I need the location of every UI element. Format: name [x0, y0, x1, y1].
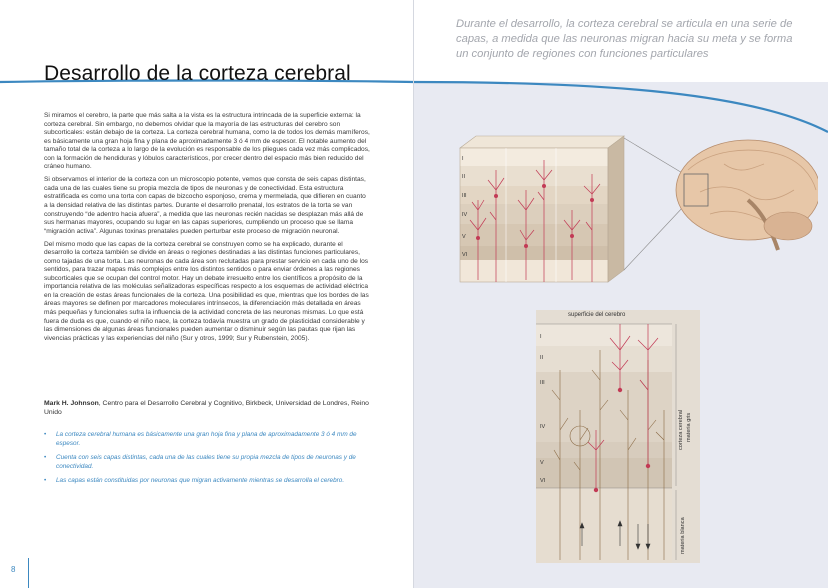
pull-quote: Durante el desarrollo, la corteza cerebral se articula en una serie de capas, a medida que las neuronas migran hacia su meta y se forma un conjunto de regiones con funciones particulares — [456, 18, 793, 60]
layer-label: VI — [540, 478, 546, 484]
author-credit — [44, 399, 370, 417]
layer-label: III — [462, 193, 467, 199]
bullet-icon: • — [44, 431, 47, 438]
page-number-rule — [28, 558, 29, 588]
cortex-layers-drawing — [536, 310, 700, 563]
layer-label: III — [540, 380, 545, 386]
author-name: Mark H. Johnson — [44, 400, 99, 407]
layer-label: I — [462, 156, 464, 162]
layer-label: I — [540, 334, 542, 340]
key-point — [44, 431, 374, 448]
author-affiliation: , Centro para el Desarrollo Cerebral y Cognitivo, Birkbeck, Universidad de Londres, Reino Unido — [44, 400, 369, 416]
white-matter-label: materia blanca — [680, 517, 686, 554]
key-points-list — [44, 431, 374, 492]
page-number: 8 — [11, 565, 16, 574]
body-text — [44, 112, 370, 348]
bullet-icon: • — [44, 477, 47, 485]
cortex-block-figure — [448, 130, 818, 300]
key-point — [44, 477, 374, 486]
layer-label: V — [462, 234, 466, 240]
key-point-text: Las capas están constituidas por neuronas que migran activamente mientras se desarrolla el cerebro. — [56, 477, 345, 485]
key-point-text: Cuenta con seis capas distintas, cada una de las cuales tiene su propia mezcla de tipos de neuronas y de conectividad. — [56, 454, 356, 470]
layer-label: V — [540, 460, 544, 466]
spine — [413, 0, 414, 588]
paragraph-2: Si observamos el interior de la corteza con un microscopio potente, vemos que consta de seis capas distintas, cada una de las cuales tiene su propia mezcla de tipos de neuronas y de conectividad. Esta estructura estratificada es como una torta con capas de bizcocho esponjoso, crema y mermelada, que difieren en cuanto a la densidad relativa de las distintas partes. Durante el desarrollo prenatal, los estratos de la torta se van construyendo “de adentro hacia afuera”, a medida que las neuronas recién nacidas se desplazan más allá de sus hermanas mayores, ocupando su lugar en las capas superiores, cumpliendo un proceso que se llama “migración activa”. Algunas toxinas prenatales pueden perturbar este proceso de migración neuronal. — [44, 176, 366, 235]
layer-label: VI — [462, 252, 468, 258]
brain-illustration — [676, 140, 818, 250]
grey-matter-label: materia gris — [686, 412, 692, 442]
paragraph-3: Del mismo modo que las capas de la corteza cerebral se construyen como se ha explicado, durante el desarrollo la corteza también se divide en áreas o regiones destinadas a las distintas funciones particulares, como tajadas de una torta. Las neuronas de cada área son reclutadas para prestar servicio en cada uno de los sentidos, para trazar mapas más complejos entre los distintos sentidos o para enviar órdenes a las regiones subcorticales que se ocupan del control motor. Hay un debate irresuelto entre los científicos a propósito de la importancia relativa de las moléculas señalizadoras específicas respecto a los esquemas de actividad eléctrica en la creación de estas áreas funcionales de la corteza. Una posibilidad es que, mientras que los bordes de las áreas mayores se definen por marcadores moleculares intrínsecos, la diferenciación más detallada en áreas más pequeñas y funcionales sufra la influencia de la actividad concreta de las neuronas mismas. Lo que está fuera de duda es que, cuando el niño nace, la corteza todavía muestra un grado de plasticidad considerable y las dimensiones de algunas áreas funcionales pueden aumentar o disminuir según las pautas que rijan las vivencias prácticas y las experiencias del niño (Sur y otros, 1999; Sur y Rubenstein, 2005). — [44, 240, 369, 342]
layer-label: II — [540, 355, 544, 361]
brain-surface-label: superficie del cerebro — [568, 312, 626, 318]
layer-label: IV — [540, 424, 546, 430]
key-point-text: La corteza cerebral humana es básicamente una gran hoja fina y plana de aproximadamente 3 ó 4 mm de espesor. — [56, 431, 357, 447]
paragraph-1: Si miramos el cerebro, la parte que más salta a la vista es la estructura intrincada de la superficie externa: la corteza cerebral. Sin embargo, no debemos olvidar que la mayoría de las estructuras del cerebro son subcorticales: están debajo de la corteza. La corteza cerebral humana, como la de todos los demás mamíferos, es básicamente una gran hoja fina y plana de aproximadamente 3 ó 4 mm de espesor. El notable aumento del tamaño total de la corteza a lo largo de la evolución es responsable de los pliegues cada vez más complicados, con la formación de hendiduras y lóbulos característicos, por crecer dentro del espacio más bien reducido del cráneo humano. — [44, 112, 370, 171]
page-title: Desarrollo de la corteza cerebral — [44, 62, 351, 86]
cortex-label: corteza cerebral — [678, 409, 684, 450]
cortex-layers-figure — [536, 310, 700, 563]
header-curve-right — [414, 60, 828, 140]
bullet-icon: • — [44, 454, 47, 462]
layer-label: II — [462, 174, 466, 180]
layer-label: IV — [462, 212, 468, 218]
key-point — [44, 454, 374, 471]
